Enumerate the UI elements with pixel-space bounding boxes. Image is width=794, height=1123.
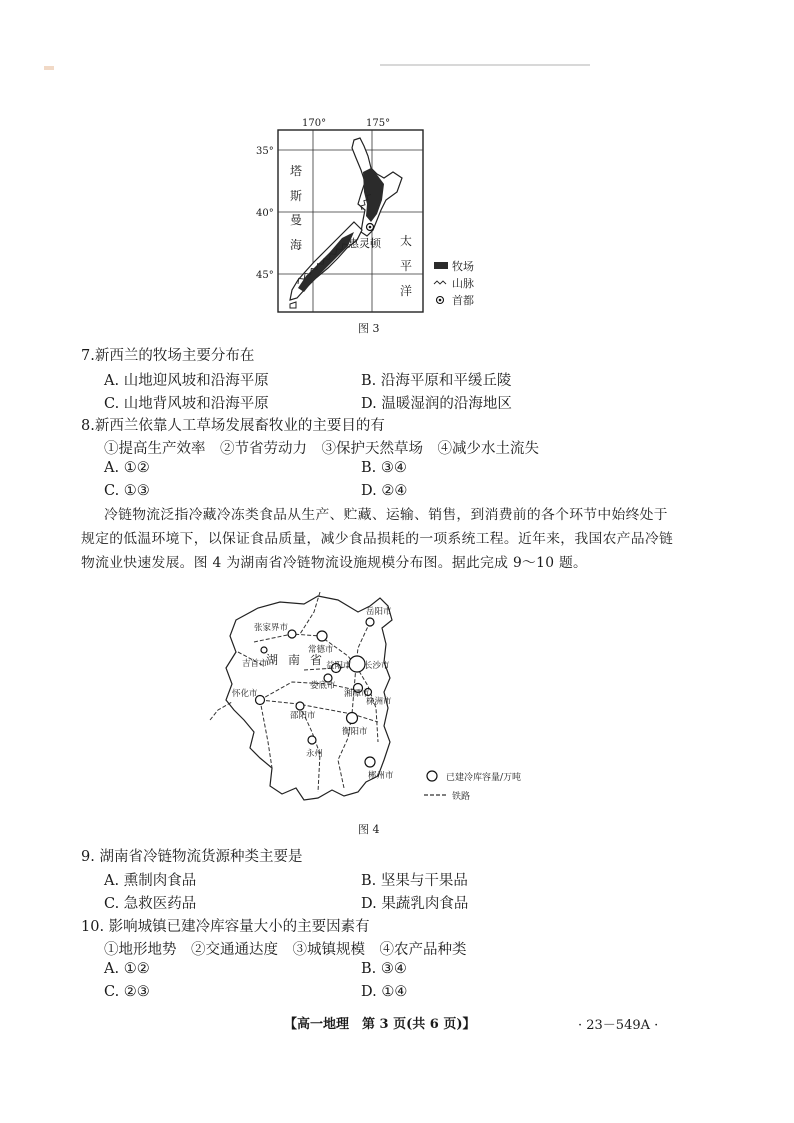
legend-pasture: 牧场 bbox=[452, 260, 474, 273]
figure-3-caption: 图 3 bbox=[358, 322, 380, 335]
legend-capital: 首都 bbox=[452, 294, 474, 307]
city-zhangjiajie: 张家界市 bbox=[254, 623, 289, 633]
legend-capacity-label: 已建冷库容量/万吨 bbox=[446, 773, 522, 783]
q8-option-c: C. ①③ bbox=[104, 483, 150, 499]
ocean-char-2: 平 bbox=[400, 259, 413, 273]
exam-code: · 23－549A · bbox=[578, 1018, 659, 1033]
lon-175: 175° bbox=[366, 118, 391, 129]
q9-option-c: C. 急救医药品 bbox=[104, 896, 197, 912]
ocean-char-3: 洋 bbox=[400, 284, 413, 298]
lon-170: 170° bbox=[302, 118, 327, 129]
scan-mark bbox=[44, 66, 54, 70]
sea-char-1: 塔 bbox=[290, 164, 303, 178]
capacity-circle-icon bbox=[288, 630, 296, 638]
stewart-island bbox=[290, 302, 296, 308]
ocean-char-1: 太 bbox=[400, 234, 413, 248]
new-zealand-map-svg bbox=[250, 112, 510, 317]
q9-option-d: D. 果蔬乳肉食品 bbox=[361, 896, 469, 912]
province-char-3: 省 bbox=[310, 653, 323, 667]
passage-line-2: 规定的低温环境下，以保证食品质量，减少食品损耗的一项系统工程。近年来，我国农产品冷链 bbox=[81, 531, 674, 547]
province-char-2: 南 bbox=[288, 653, 301, 667]
city-shaoyang: 邵阳市 bbox=[290, 711, 316, 721]
province-char-1: 湖 bbox=[266, 653, 279, 667]
sea-char-2: 斯 bbox=[290, 189, 303, 203]
capital-label: 惠灵顿 bbox=[348, 237, 381, 250]
q7-stem: 7.新西兰的牧场主要分布在 bbox=[81, 348, 255, 364]
q8-option-a: A. ①② bbox=[104, 460, 150, 476]
city-loudi: 娄底市 bbox=[310, 681, 336, 691]
sea-char-3: 曼 bbox=[290, 213, 303, 227]
q8-option-d: D. ②④ bbox=[361, 483, 408, 499]
scan-line bbox=[380, 64, 590, 66]
q9-stem: 9. 湖南省冷链物流货源种类主要是 bbox=[81, 849, 303, 865]
city-yongzhou: 永州 bbox=[306, 749, 324, 759]
q8-stem: 8.新西兰依靠人工草场发展畜牧业的主要目的有 bbox=[81, 418, 385, 434]
q10-option-a: A. ①② bbox=[104, 961, 150, 977]
south-island-pasture bbox=[298, 232, 354, 292]
q10-option-b: B. ③④ bbox=[361, 961, 407, 977]
city-hengyang: 衡阳市 bbox=[342, 727, 368, 737]
city-xiangtan: 湘潭市 bbox=[344, 689, 370, 699]
city-changsha: 长沙市 bbox=[364, 661, 390, 671]
mountain-range-icon bbox=[434, 281, 446, 284]
q9-option-b: B. 坚果与干果品 bbox=[361, 873, 468, 889]
city-zhuzhou: 株洲市 bbox=[366, 697, 392, 707]
q8-option-b: B. ③④ bbox=[361, 460, 407, 476]
lat-40: 40° bbox=[256, 208, 274, 219]
figure-4-legend bbox=[424, 769, 534, 805]
figure-4-caption: 图 4 bbox=[358, 823, 380, 836]
q7-option-d: D. 温暖湿润的沿海地区 bbox=[361, 396, 512, 412]
legend-railway-label: 铁路 bbox=[452, 792, 471, 802]
figure-3-map bbox=[250, 112, 510, 317]
city-huaihua: 怀化市 bbox=[232, 689, 258, 699]
city-yueyang: 岳阳市 bbox=[366, 607, 392, 617]
lat-35: 35° bbox=[256, 146, 274, 157]
legend-mountain: 山脉 bbox=[452, 277, 474, 290]
passage-line-3: 物流业快速发展。图 4 为湖南省冷链物流设施规模分布图。据此完成 9～10 题。 bbox=[81, 555, 588, 571]
q8-items: ①提高生产效率 ②节省劳动力 ③保护天然草场 ④减少水土流失 bbox=[104, 441, 539, 457]
q7-option-a: A. 山地迎风坡和沿海平原 bbox=[104, 373, 269, 389]
city-chenzhou: 郴州市 bbox=[368, 771, 394, 781]
city-jishou: 吉首市 bbox=[242, 659, 268, 669]
q10-items: ①地形地势 ②交通通达度 ③城镇规模 ④农产品种类 bbox=[104, 942, 467, 958]
q10-stem: 10. 影响城镇已建冷库容量大小的主要因素有 bbox=[81, 919, 370, 935]
q9-option-a: A. 熏制肉食品 bbox=[104, 873, 197, 889]
railway-line-icon bbox=[424, 791, 448, 799]
city-changde: 常德市 bbox=[308, 645, 334, 655]
page-footer-label: 【高一地理 第 3 页(共 6 页)】 bbox=[284, 1017, 476, 1032]
passage-line-1: 冷链物流泛指冷藏冷冻类食品从生产、贮藏、运输、销售，到消费前的各个环节中始终处于 bbox=[104, 507, 668, 523]
q10-option-c: C. ②③ bbox=[104, 984, 150, 1000]
q10-option-d: D. ①④ bbox=[361, 984, 408, 1000]
legend-circle-svg bbox=[424, 769, 440, 783]
pasture-swatch-icon bbox=[434, 262, 448, 269]
q7-option-c: C. 山地背风坡和沿海平原 bbox=[104, 396, 269, 412]
lat-45: 45° bbox=[256, 270, 274, 281]
city-yiyang: 益阳市 bbox=[326, 661, 352, 671]
sea-char-4: 海 bbox=[290, 238, 303, 252]
q7-option-b: B. 沿海平原和平缓丘陵 bbox=[361, 373, 512, 389]
